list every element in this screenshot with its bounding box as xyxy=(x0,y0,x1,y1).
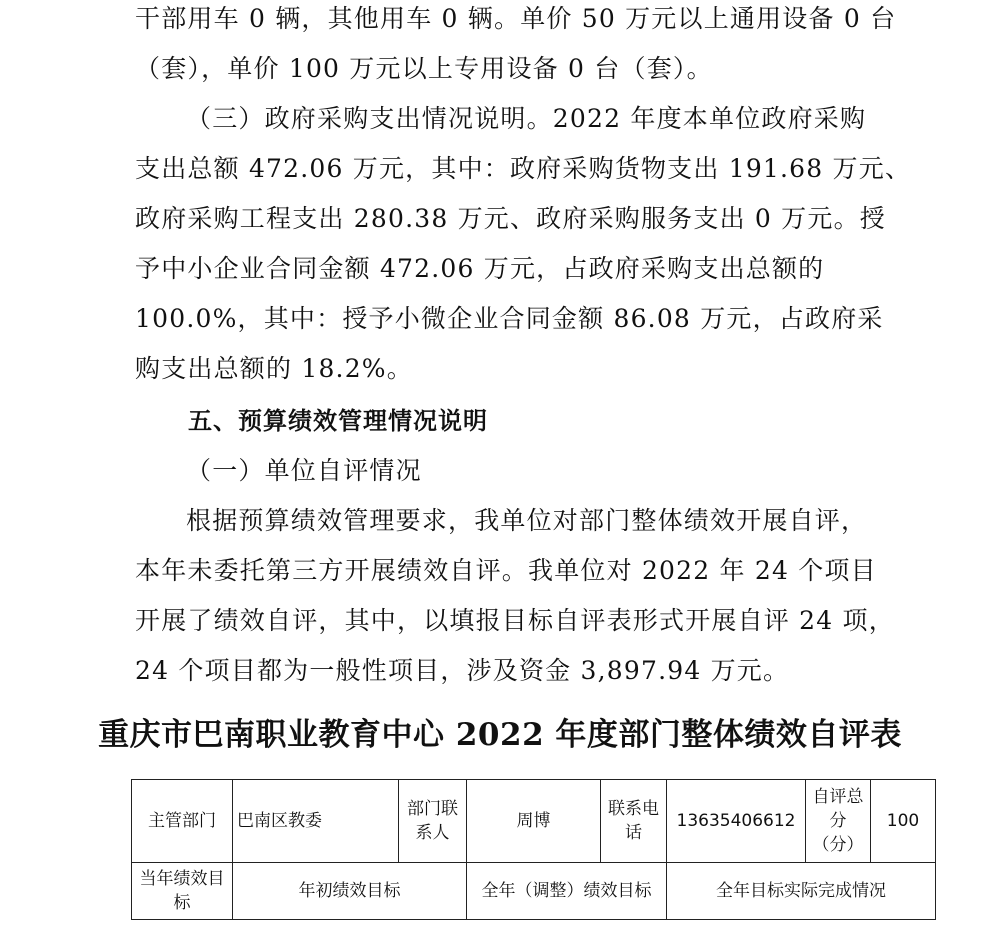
phone-value-cell: 13635406612 xyxy=(667,780,806,863)
actual-completion-cell: 全年目标实际完成情况 xyxy=(667,863,936,920)
section-heading: 五、预算绩效管理情况说明 xyxy=(188,407,488,435)
paragraph-line: 100.0%，其中：授予小微企业合同金额 86.08 万元，占政府采 xyxy=(135,304,884,333)
paragraph-line: 予中小企业合同金额 472.06 万元，占政府采购支出总额的 xyxy=(135,254,825,283)
dept-value-cell: 巴南区教委 xyxy=(233,780,399,863)
adjusted-goal-cell: 全年（调整）绩效目标 xyxy=(467,863,667,920)
paragraph-line: 支出总额 472.06 万元，其中：政府采购货物支出 191.68 万元、 xyxy=(135,154,912,183)
contact-label-cell: 部门联系人 xyxy=(399,780,467,863)
score-label-cell: 自评总分（分） xyxy=(806,780,871,863)
initial-goal-cell: 年初绩效目标 xyxy=(233,863,467,920)
paragraph-line: 政府采购工程支出 280.38 万元、政府采购服务支出 0 万元。授 xyxy=(135,204,886,233)
paragraph-line: 开展了绩效自评，其中，以填报目标自评表形式开展自评 24 项， xyxy=(135,606,895,635)
contact-value-cell: 周博 xyxy=(467,780,601,863)
paragraph-line: 干部用车 0 辆，其他用车 0 辆。单价 50 万元以上通用设备 0 台 xyxy=(135,4,897,33)
subsection-heading: （一）单位自评情况 xyxy=(186,456,422,485)
paragraph-line: 24 个项目都为一般性项目，涉及资金 3,897.94 万元。 xyxy=(135,656,790,685)
dept-label-cell: 主管部门 xyxy=(132,780,233,863)
paragraph-line: （套），单价 100 万元以上专用设备 0 台（套）。 xyxy=(135,54,713,83)
paragraph-line: （三）政府采购支出情况说明。2022 年度本单位政府采购 xyxy=(186,104,867,133)
table-title: 重庆市巴南职业教育中心 2022 年度部门整体绩效自评表 xyxy=(98,717,902,753)
paragraph-line: 本年未委托第三方开展绩效自评。我单位对 2022 年 24 个项目 xyxy=(135,556,877,585)
table-row xyxy=(132,780,936,863)
performance-evaluation-table xyxy=(131,779,936,920)
score-value-cell: 100 xyxy=(871,780,936,863)
paragraph-line: 根据预算绩效管理要求，我单位对部门整体绩效开展自评， xyxy=(186,506,868,535)
phone-label-cell: 联系电话 xyxy=(601,780,667,863)
goal-label-cell: 当年绩效目标 xyxy=(132,863,233,920)
paragraph-line: 购支出总额的 18.2%。 xyxy=(135,354,413,383)
table-row xyxy=(132,863,936,920)
